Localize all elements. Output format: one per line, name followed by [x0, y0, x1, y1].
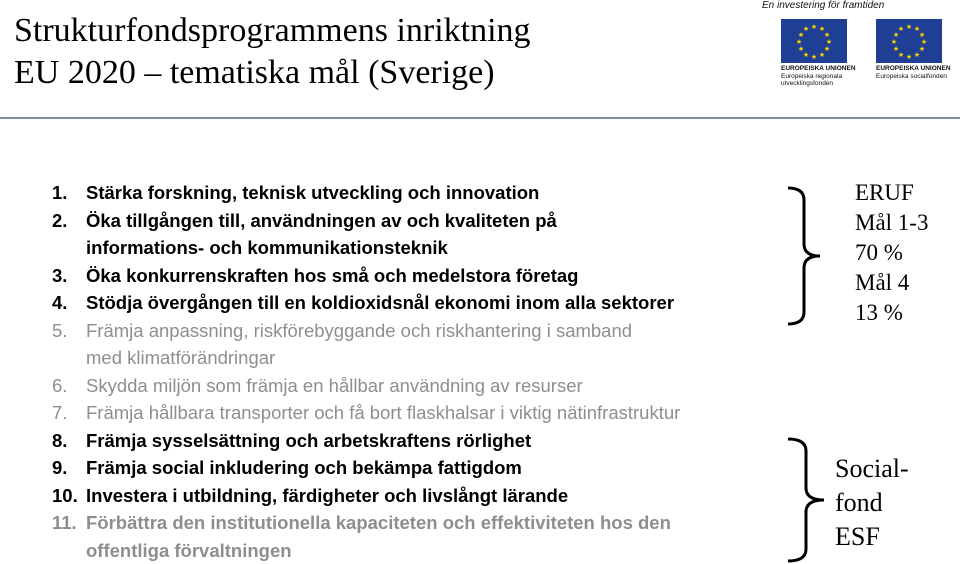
objective-text: Stödja övergången till en koldioxidsnål ekonomi inom alla sektorer — [86, 292, 675, 313]
objective-number: 8. — [52, 429, 68, 451]
eu-logos — [756, 0, 960, 105]
objective-item — [52, 427, 792, 455]
esf-line-2: fond — [835, 488, 883, 517]
objective-text: Stärka forskning, teknisk utveckling och innovation — [86, 182, 540, 203]
svg-text:★: ★ — [823, 45, 831, 53]
svg-text:★: ★ — [797, 45, 805, 53]
objective-number: 1. — [52, 182, 68, 203]
objective-number: 6. — [52, 374, 68, 396]
svg-text:★: ★ — [918, 31, 926, 39]
objective-text: Skydda miljön som främja en hållbar användning av resurser — [86, 374, 583, 396]
svg-text:★: ★ — [810, 23, 818, 31]
objective-item — [52, 454, 792, 482]
objective-number: 5. — [52, 319, 68, 341]
objective-item — [52, 509, 792, 564]
objective-item — [52, 179, 792, 207]
svg-text:★: ★ — [920, 38, 928, 46]
title-divider — [0, 117, 960, 119]
objective-number: 9. — [52, 457, 68, 478]
svg-text:★: ★ — [825, 38, 833, 46]
logo-tagline: En investering för framtiden — [762, 0, 885, 11]
svg-text:★: ★ — [818, 51, 826, 59]
objective-text: Öka konkurrenskraften hos små och medelstora företag — [86, 264, 579, 286]
objective-number: 4. — [52, 292, 68, 313]
eu-flag-icon — [781, 19, 847, 63]
objectives-list — [52, 179, 792, 564]
eruf-share-2: 13 % — [855, 300, 903, 325]
eruf-brace-icon — [784, 186, 824, 326]
esf-logo — [876, 19, 960, 80]
eruf-group-label — [855, 178, 928, 328]
objective-item — [52, 372, 792, 400]
svg-text:★: ★ — [913, 25, 921, 33]
svg-text:★: ★ — [905, 23, 913, 31]
svg-text:★: ★ — [802, 51, 810, 59]
esf-brace-icon — [784, 437, 828, 563]
objective-item — [52, 207, 792, 262]
svg-text:★: ★ — [918, 45, 926, 53]
svg-text:★: ★ — [892, 31, 900, 39]
eruf-logo-line-3: utvecklingsfonden — [781, 80, 834, 87]
svg-text:★: ★ — [897, 51, 905, 59]
svg-text:★: ★ — [905, 53, 913, 61]
objective-number: 7. — [52, 402, 68, 423]
eruf-goals-2: Mål 4 — [855, 270, 910, 295]
objective-item — [52, 482, 792, 510]
objective-number: 2. — [52, 209, 68, 231]
svg-text:★: ★ — [818, 25, 826, 33]
svg-text:★: ★ — [890, 38, 898, 46]
objective-text: Främja social inkludering och bekämpa fattigdom — [86, 457, 522, 478]
title-line-2: EU 2020 – tematiska mål (Sverige) — [14, 54, 495, 91]
objective-item — [52, 399, 792, 427]
objective-text-continued: med klimatförändringar — [86, 347, 276, 368]
objective-text: Investera i utbildning, färdigheter och livslångt lärande — [86, 484, 569, 506]
objective-number: 10. — [52, 484, 78, 506]
svg-text:★: ★ — [810, 53, 818, 61]
eu-flag-icon — [876, 19, 942, 63]
svg-text:★: ★ — [797, 31, 805, 39]
eruf-goals-1: Mål 1-3 — [855, 210, 929, 235]
svg-text:★: ★ — [823, 31, 831, 39]
eruf-logo — [781, 19, 873, 88]
esf-line-3: ESF — [835, 522, 880, 551]
eruf-logo-line-1: EUROPEISKA UNIONEN — [781, 65, 856, 72]
objective-text: Främja hållbara transporter och få bort flaskhalsar i viktig nätinfrastruktur — [86, 402, 681, 423]
objective-item — [52, 317, 792, 372]
svg-text:★: ★ — [897, 25, 905, 33]
objective-number: 11. — [52, 512, 77, 533]
objective-text-continued: informations- och kommunikationsteknik — [86, 237, 448, 258]
objective-text: Främja anpassning, riskförebyggande och riskhantering i samband — [86, 319, 633, 341]
esf-line-1: Social- — [835, 454, 909, 483]
esf-group-label — [835, 452, 909, 554]
esf-logo-line-1: EUROPEISKA UNIONEN — [876, 65, 951, 72]
objective-text: Förbättra den institutionella kapaciteten och effektiviteten hos den — [86, 512, 671, 533]
svg-text:★: ★ — [913, 51, 921, 59]
page-title — [14, 10, 531, 94]
title-line-1: Strukturfondsprogrammens inriktning — [14, 12, 531, 49]
svg-text:★: ★ — [892, 45, 900, 53]
objective-number: 3. — [52, 264, 68, 286]
objective-text: Främja sysselsättning och arbetskraftens rörlighet — [86, 429, 532, 451]
eruf-share-1: 70 % — [855, 240, 903, 265]
esf-logo-line-2: Europeiska socialfonden — [876, 72, 947, 80]
objective-text: Öka tillgången till, användningen av och kvaliteten på — [86, 209, 557, 231]
eruf-logo-line-2: Europeiska regionala — [781, 72, 843, 80]
svg-text:★: ★ — [802, 25, 810, 33]
svg-text:★: ★ — [795, 38, 803, 46]
objective-item — [52, 289, 792, 317]
objective-text-continued: offentliga förvaltningen — [86, 539, 292, 561]
objective-item — [52, 262, 792, 290]
eruf-label: ERUF — [855, 180, 914, 205]
